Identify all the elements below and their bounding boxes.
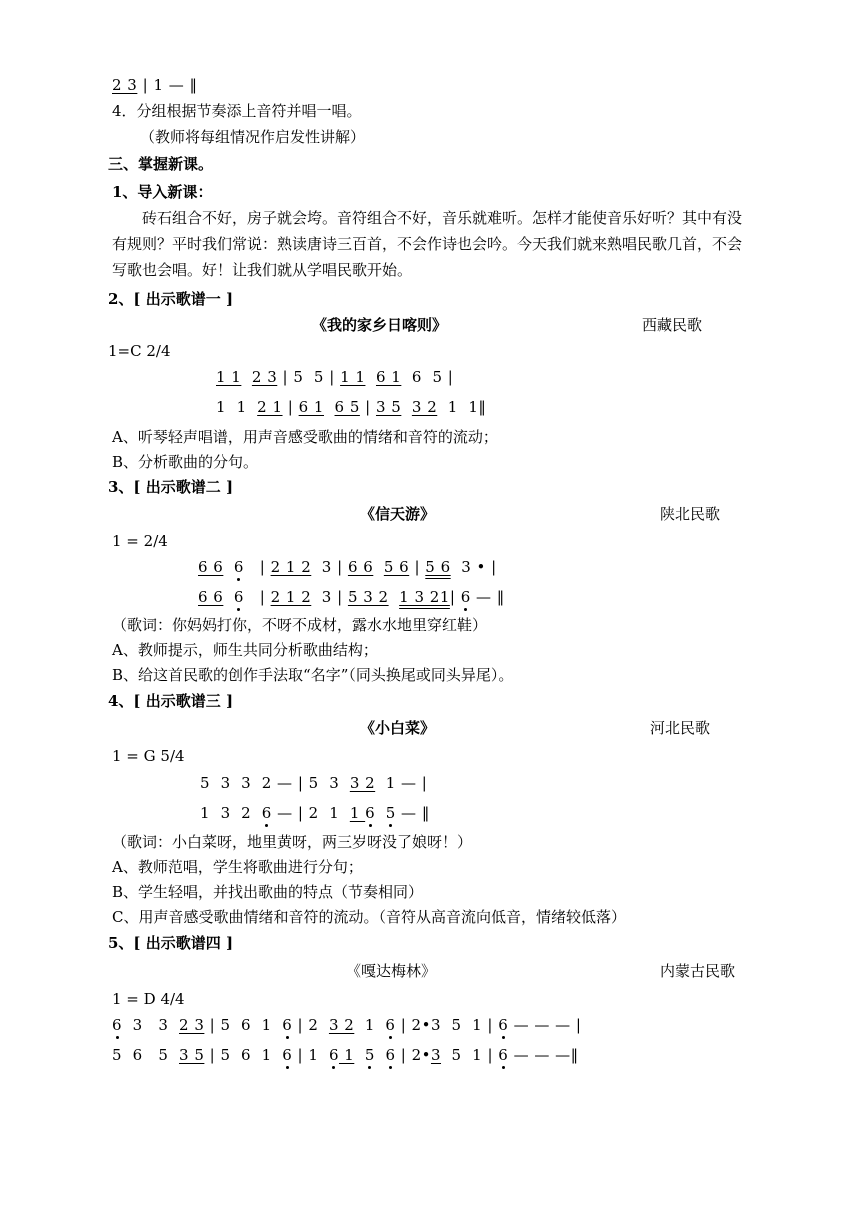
song3-note-b: B、学生轻唱，并找出歌曲的特点（节奏相同） <box>112 883 424 901</box>
song2-lyrics: （歌词：你妈妈打你，不呀不成材，露水水地里穿红鞋） <box>112 616 488 634</box>
song4-title: 《嘎达梅林》 <box>346 962 437 980</box>
item4-note: （教师将每组情况作启发性讲解） <box>140 128 366 146</box>
song3-title: 《小白菜》 <box>360 719 436 737</box>
song1-note-a: A、听琴轻声唱谱，用声音感受歌曲的情绪和音符的流动； <box>112 428 498 446</box>
song1-score-line2: 1 1 2 1 | 6 1 6 5 | 3 5 3 2 1 1‖ <box>216 398 487 416</box>
song2-note-b: B、给这首民歌的创作手法取“名字”（同头换尾或同头异尾）。 <box>112 666 514 684</box>
song3-score-line1: 5 3 3 2 — | 5 3 3 2 1 — | <box>200 774 428 792</box>
song2-origin: 陕北民歌 <box>660 505 721 523</box>
item4-text: 4．分组根据节奏添上音符并唱一唱。 <box>112 102 362 120</box>
song3-note-a: A、教师范唱，学生将歌曲进行分句； <box>112 858 363 876</box>
song4-origin: 内蒙古民歌 <box>660 962 736 980</box>
song1-origin: 西藏民歌 <box>642 316 703 334</box>
song3-key: 1 = G 5/4 <box>112 747 185 765</box>
section3-heading: 三、掌握新课。 <box>108 155 214 173</box>
song1-note-b: B、分析歌曲的分句。 <box>112 453 259 471</box>
song1-score-line1: 1 1 2 3 | 5 5 | 1 1 6 1 6 5 | <box>216 368 454 386</box>
song3-lyrics: （歌词：小白菜呀，地里黄呀，两三岁呀没了娘呀！） <box>112 833 473 851</box>
intro-heading: 1、导入新课： <box>112 183 213 201</box>
song4-heading: 5、[ 出示歌谱四 ] <box>108 934 234 952</box>
intro-paragraph: 砖石组合不好，房子就会垮。音符组合不好，音乐就难听。怎样才能使音乐好听？其中有没有规则？平时我们常说：熟读唐诗三百首，不会作诗也会吟。今天我们就来熟唱民歌几首，不会写歌也会唱。好！让我们就从学唱民歌开始。 <box>112 209 743 279</box>
song4-score-line1: 6 3 3 2 3 | 5 6 1 6 | 2 3 2 1 6 | 2•3 5 1 | 6 — — — | <box>112 1016 582 1034</box>
song2-note-a: A、教师提示，师生共同分析歌曲结构； <box>112 641 378 659</box>
song2-key: 1 = 2/4 <box>112 532 168 550</box>
song4-key: 1 = D 4/4 <box>112 990 185 1008</box>
song3-origin: 河北民歌 <box>650 719 711 737</box>
song4-score-line2: 5 6 5 3 5 | 5 6 1 6 | 1 6 1 5 6 | 2•3 5 1 | 6 — — —‖ <box>112 1046 579 1064</box>
song2-title: 《信天游》 <box>360 505 436 523</box>
song3-score-line2: 1 3 2 6 — | 2 1 1 6 5 — ‖ <box>200 804 430 822</box>
score-fragment-top: 2 3 | 1 — ‖ <box>112 76 198 94</box>
song3-note-c: C、用声音感受歌曲情绪和音符的流动。（音符从高音流向低音，情绪较低落） <box>112 908 626 926</box>
song2-score-line2: 6 6 6 | 2 1 2 3 | 5 3 2 1 3 21| 6 — ‖ <box>198 588 505 606</box>
song1-title: 《我的家乡日喀则》 <box>312 316 448 334</box>
song1-key: 1=C 2/4 <box>108 342 171 360</box>
song1-heading: 2、[ 出示歌谱一 ] <box>108 290 234 308</box>
song3-heading: 4、[ 出示歌谱三 ] <box>108 692 234 710</box>
song2-score-line1: 6 6 6 | 2 1 2 3 | 6 6 5 6 | 5 6 3 • | <box>198 558 497 576</box>
song2-heading: 3、[ 出示歌谱二 ] <box>108 478 234 496</box>
